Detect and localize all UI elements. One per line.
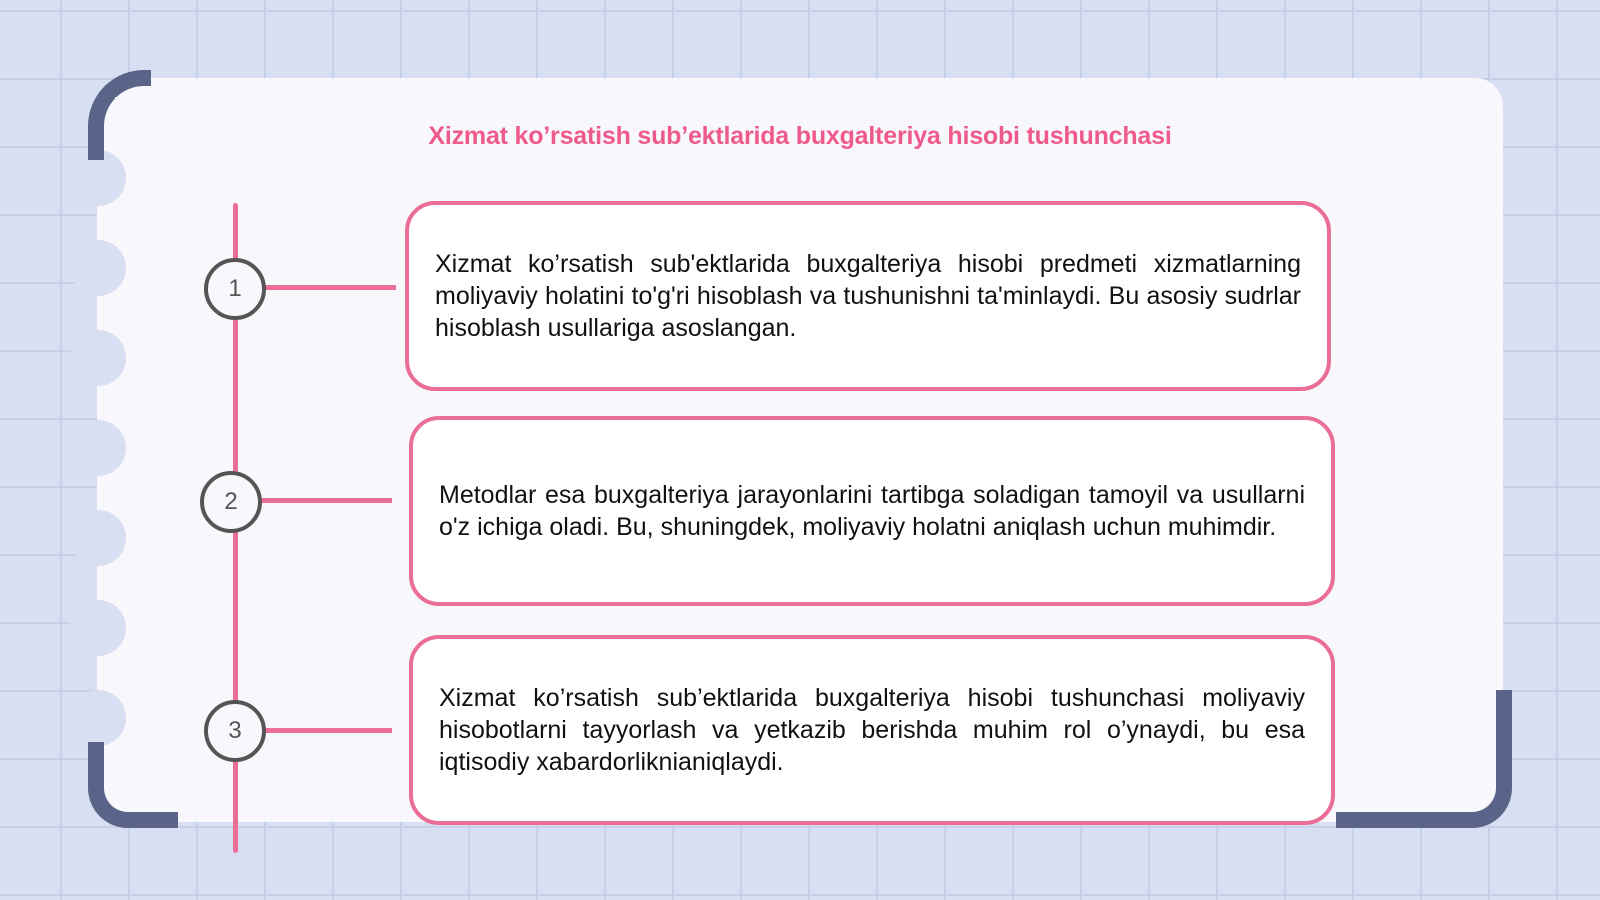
step-text-1: Xizmat ko’rsatish sub'ektlarida buxgalteriya hisobi predmeti xizmatlarning moliyaviy holatini to'g'ri hisoblash va tushunishni ta'minlaydi. Bu asosiy sudrlar hisoblash usullariga asoslangan.: [435, 250, 1301, 342]
frame-corner-bottom-left: [88, 742, 178, 828]
step-number-3: 3: [204, 700, 266, 762]
step-text-3: Xizmat ko’rsatish sub’ektlarida buxgalteriya hisobi tushunchasi moliyaviy hisobotlarni tayyorlash va yetkazib berishda muhim rol o’ynaydi, bu esa iqtisodiy xabardorliknianiqlaydi.: [439, 684, 1305, 776]
step-card-1: [405, 201, 1331, 391]
paper-hole: [70, 600, 126, 656]
paper-hole: [70, 330, 126, 386]
step-card-2: [409, 416, 1335, 606]
timeline-connector-3: [262, 728, 392, 733]
paper-hole: [70, 690, 126, 746]
slide-title: Xizmat ko’rsatish sub’ektlarida buxgalteriya hisobi tushunchasi: [428, 122, 1172, 150]
frame-corner-bottom-right: [1336, 690, 1512, 828]
step-number-2: 2: [200, 471, 262, 533]
step-card-3: [409, 635, 1335, 825]
paper-hole: [70, 510, 126, 566]
paper-hole: [70, 420, 126, 476]
timeline-connector-2: [258, 498, 392, 503]
paper-hole: [70, 240, 126, 296]
step-number-1: 1: [204, 258, 266, 320]
step-text-2: Metodlar esa buxgalteriya jarayonlarini tartibga soladigan tamoyil va usullarni o'z ichiga oladi. Bu, shuningdek, moliyaviy holatni aniqlash uchun muhimdir.: [439, 481, 1305, 541]
timeline-connector-1: [262, 285, 396, 290]
